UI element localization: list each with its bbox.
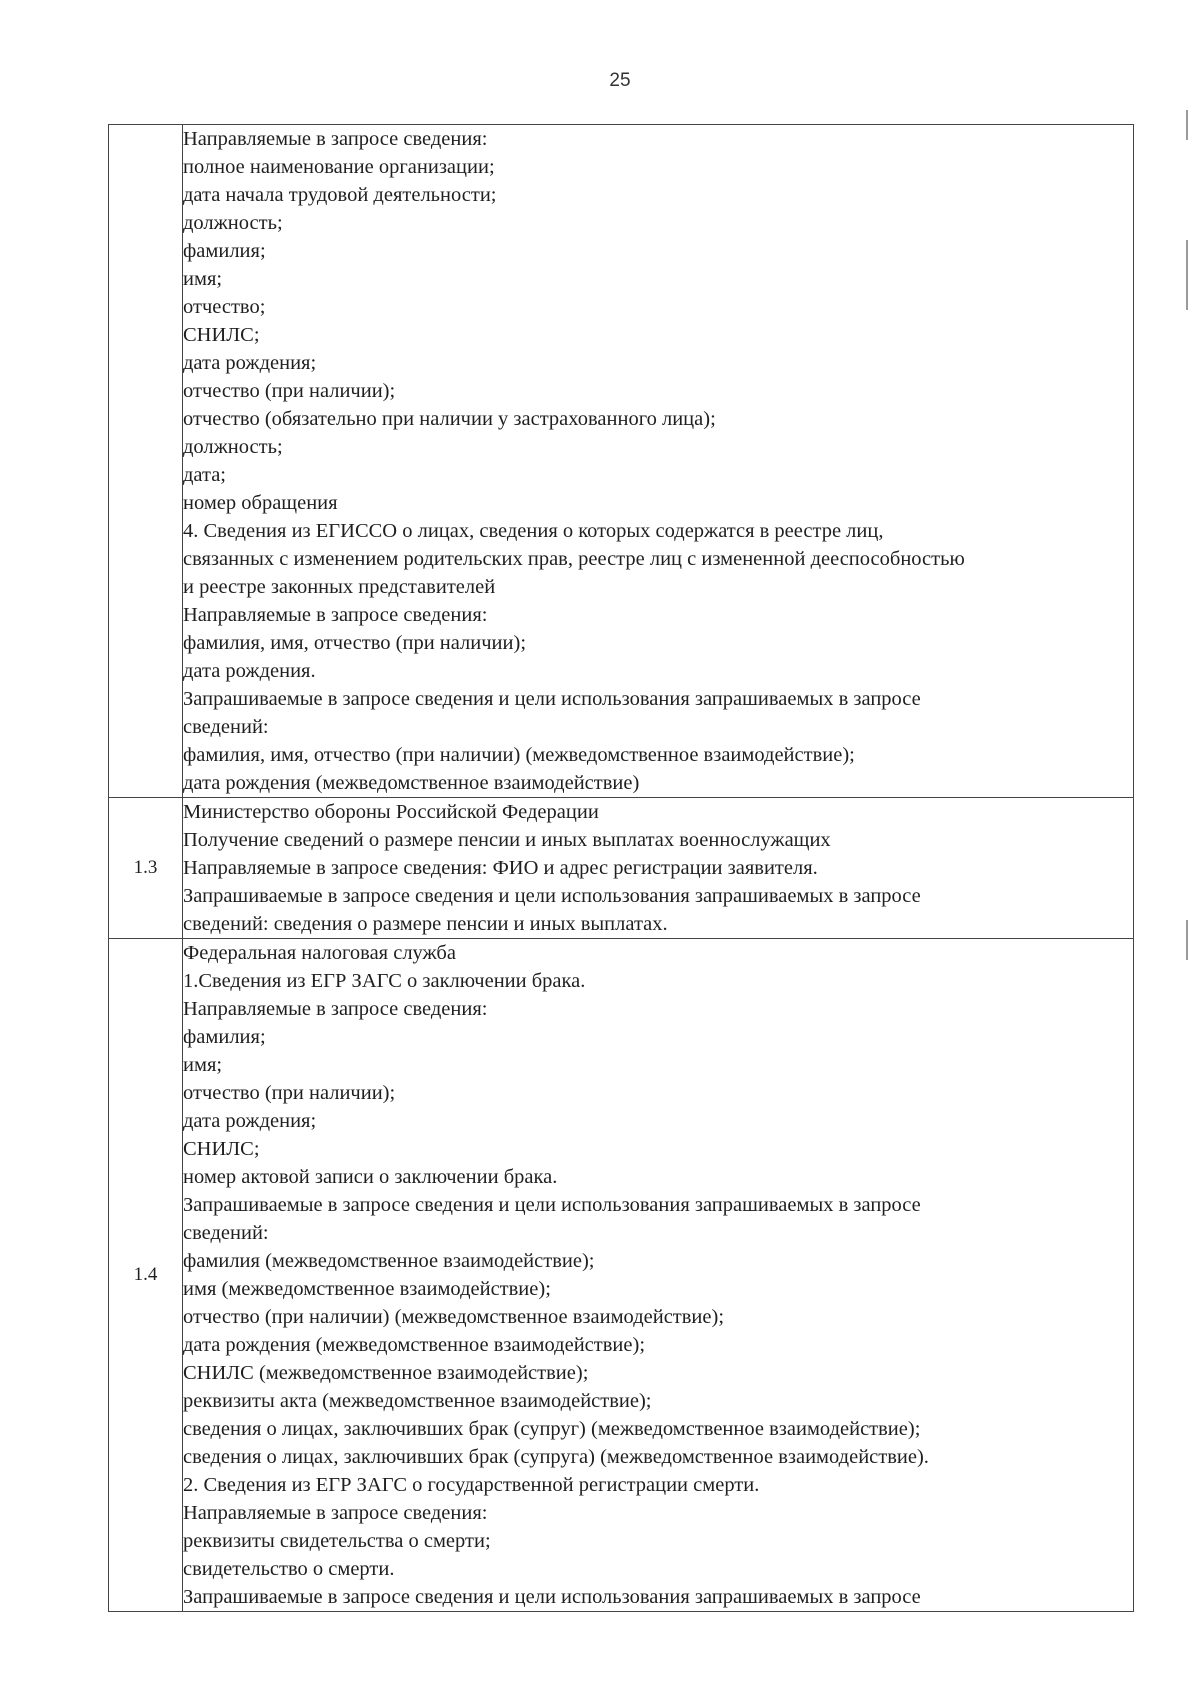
table-body [109,125,1134,1612]
text-line: дата начала трудовой деятельности; [183,184,497,206]
text-line: сведений: [183,716,269,738]
scan-mark [1186,110,1188,140]
text-line: имя; [183,268,223,290]
text-line: Направляемые в запросе сведения: [183,998,488,1020]
scan-mark [1186,920,1188,960]
text-line: 2. Сведения из ЕГР ЗАГС о государственной регистрации смерти. [183,1474,760,1496]
text-line: СНИЛС; [183,324,260,346]
table-row [109,798,1134,939]
scan-mark [1186,240,1188,310]
text-line: номер обращения [183,492,338,514]
text-line: дата рождения; [183,352,317,374]
text-line: должность; [183,212,283,234]
text-line: Запрашиваемые в запросе сведения и цели использования запрашиваемых в запросе [183,1194,921,1216]
text-line: реквизиты свидетельства о смерти; [183,1530,491,1552]
text-line: фамилия (межведомственное взаимодействие); [183,1250,595,1272]
text-line: Направляемые в запросе сведения: ФИО и адрес регистрации заявителя. [183,857,818,879]
text-line: фамилия, имя, отчество (при наличии); [183,632,527,654]
text-line: СНИЛС (межведомственное взаимодействие); [183,1362,589,1384]
text-line: Министерство обороны Российской Федерации [183,801,599,823]
document-table [108,124,1134,1612]
text-line: Получение сведений о размере пенсии и иных выплатах военнослужащих [183,829,831,851]
text-line: полное наименование организации; [183,156,495,178]
text-line: и реестре законных представителей [183,576,496,598]
text-line: реквизиты акта (межведомственное взаимодействие); [183,1390,652,1412]
text-line: дата рождения (межведомственное взаимодействие) [183,772,640,794]
text-line: 1.Сведения из ЕГР ЗАГС о заключении брака. [183,970,586,992]
text-line: фамилия; [183,1026,266,1048]
row-number [109,125,183,798]
text-line: Запрашиваемые в запросе сведения и цели использования запрашиваемых в запросе [183,1586,921,1608]
text-line: имя (межведомственное взаимодействие); [183,1278,551,1300]
text-line: дата рождения (межведомственное взаимодействие); [183,1334,646,1356]
text-line: дата; [183,464,227,486]
text-line: сведений: [183,1222,269,1244]
text-line: дата рождения. [183,660,316,682]
text-line: имя; [183,1054,223,1076]
text-line: должность; [183,436,283,458]
text-line: отчество (при наличии) (межведомственное взаимодействие); [183,1306,725,1328]
text-line: сведения о лицах, заключивших брак (супруга) (межведомственное взаимодействие). [183,1446,929,1468]
table-row [109,125,1134,798]
text-line: СНИЛС; [183,1138,260,1160]
text-line: отчество (при наличии); [183,1082,396,1104]
text-line: Федеральная налоговая служба [183,942,456,964]
page-number: 25 [609,70,631,91]
table-row [109,939,1134,1612]
text-line: сведения о лицах, заключивших брак (супруг) (межведомственное взаимодействие); [183,1418,921,1440]
text-line: Направляемые в запросе сведения: [183,1502,488,1524]
text-line: номер актовой записи о заключении брака. [183,1166,558,1188]
row-number: 1.4 [109,939,183,1612]
text-line: Запрашиваемые в запросе сведения и цели использования запрашиваемых в запросе [183,885,921,907]
row-number: 1.3 [109,798,183,939]
text-line: отчество (при наличии); [183,380,396,402]
text-line: фамилия; [183,240,266,262]
row-content [183,798,1134,939]
text-line: фамилия, имя, отчество (при наличии) (межведомственное взаимодействие); [183,744,855,766]
text-line: отчество; [183,296,266,318]
row-content [183,125,1134,798]
text-line: дата рождения; [183,1110,317,1132]
text-line: Направляемые в запросе сведения: [183,128,488,150]
text-line: Направляемые в запросе сведения: [183,604,488,626]
text-line: 4. Сведения из ЕГИССО о лицах, сведения о которых содержатся в реестре лиц, [183,520,884,542]
text-line: отчество (обязательно при наличии у застрахованного лица); [183,408,716,430]
text-line: сведений: сведения о размере пенсии и иных выплатах. [183,913,668,935]
row-content [183,939,1134,1612]
text-line: Запрашиваемые в запросе сведения и цели использования запрашиваемых в запросе [183,688,921,710]
text-line: связанных с изменением родительских прав, реестре лиц с измененной дееспособностью [183,548,965,570]
text-line: свидетельство о смерти. [183,1558,395,1580]
